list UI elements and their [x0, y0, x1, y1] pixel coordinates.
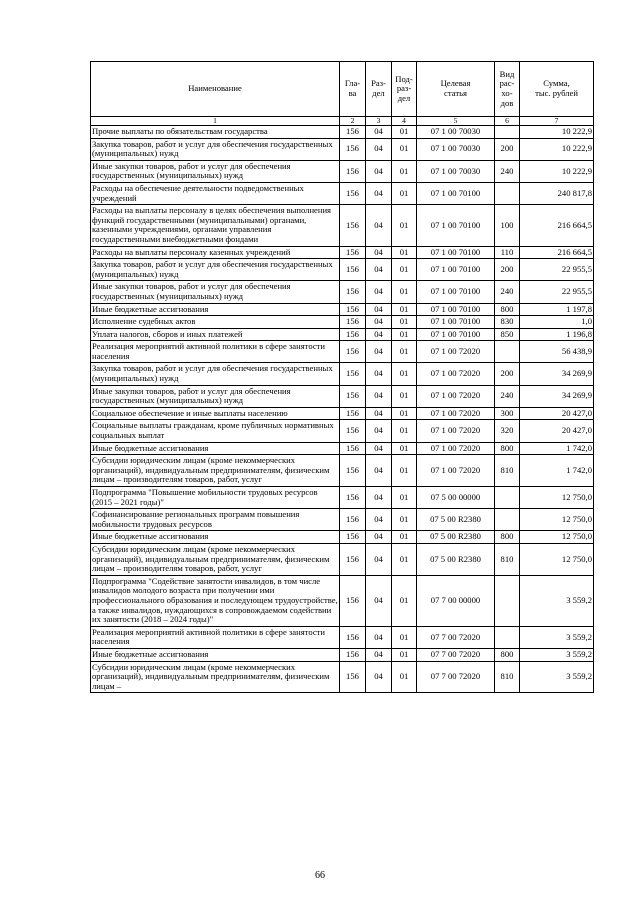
row-target: 07 1 00 72020: [417, 407, 495, 420]
row-amount: 34 269,9: [520, 385, 594, 407]
row-amount: 10 222,9: [520, 138, 594, 160]
row-chapter: 156: [340, 182, 366, 204]
row-section: 04: [366, 531, 392, 544]
table-row: [91, 160, 594, 182]
row-target: 07 1 00 70030: [417, 160, 495, 182]
table-row: [91, 531, 594, 544]
row-target: 07 1 00 70030: [417, 126, 495, 139]
row-section: 04: [366, 420, 392, 442]
row-expense-type: [495, 182, 520, 204]
row-expense-type: 200: [495, 259, 520, 281]
row-expense-type: 800: [495, 648, 520, 661]
row-subsection: 01: [392, 626, 417, 648]
row-subsection: 01: [392, 259, 417, 281]
row-subsection: 01: [392, 442, 417, 455]
row-name: Субсидии юридическим лицам (кроме некоммерческих организаций), индивидуальным предпринимателям, физическим лицам – производителям товаров, работ, услуг: [91, 455, 340, 487]
row-section: 04: [366, 205, 392, 246]
row-chapter: 156: [340, 531, 366, 544]
row-expense-type: 110: [495, 246, 520, 259]
row-chapter: 156: [340, 385, 366, 407]
row-target: 07 7 00 72020: [417, 661, 495, 693]
row-section: 04: [366, 661, 392, 693]
column-number-row: [91, 117, 594, 126]
budget-table: [90, 61, 594, 693]
row-amount: 20 427,0: [520, 420, 594, 442]
row-expense-type: 800: [495, 531, 520, 544]
row-amount: 3 559,2: [520, 626, 594, 648]
row-amount: 240 817,8: [520, 182, 594, 204]
row-amount: 3 559,2: [520, 648, 594, 661]
table-row: [91, 420, 594, 442]
row-chapter: 156: [340, 281, 366, 303]
row-target: 07 5 00 00000: [417, 487, 495, 509]
row-chapter: 156: [340, 205, 366, 246]
column-number: 6: [495, 117, 520, 126]
row-chapter: 156: [340, 661, 366, 693]
row-target: 07 1 00 70100: [417, 328, 495, 341]
row-expense-type: 850: [495, 328, 520, 341]
row-section: 04: [366, 246, 392, 259]
row-chapter: 156: [340, 407, 366, 420]
table-row: [91, 259, 594, 281]
table-row: [91, 205, 594, 246]
row-name: Субсидии юридическим лицам (кроме некоммерческих организаций), индивидуальным предпринимателям, физическим лицам – производителям товаров, работ, услуг: [91, 543, 340, 575]
row-section: 04: [366, 626, 392, 648]
table-row: [91, 487, 594, 509]
row-subsection: 01: [392, 363, 417, 385]
row-target: 07 1 00 70100: [417, 281, 495, 303]
table-row: [91, 385, 594, 407]
row-expense-type: 240: [495, 281, 520, 303]
row-name: Прочие выплаты по обязательствам государства: [91, 126, 340, 139]
table-row: [91, 543, 594, 575]
row-expense-type: 800: [495, 303, 520, 316]
row-target: 07 1 00 72020: [417, 442, 495, 455]
row-expense-type: [495, 509, 520, 531]
row-subsection: 01: [392, 420, 417, 442]
row-chapter: 156: [340, 303, 366, 316]
table-row: [91, 281, 594, 303]
row-target: 07 1 00 72020: [417, 420, 495, 442]
row-amount: 10 222,9: [520, 160, 594, 182]
row-expense-type: 320: [495, 420, 520, 442]
row-expense-type: [495, 126, 520, 139]
row-subsection: 01: [392, 160, 417, 182]
row-name: Уплата налогов, сборов и иных платежей: [91, 328, 340, 341]
row-chapter: 156: [340, 487, 366, 509]
row-target: 07 1 00 72020: [417, 363, 495, 385]
row-section: 04: [366, 316, 392, 329]
table-row: [91, 328, 594, 341]
row-chapter: 156: [340, 341, 366, 363]
row-chapter: 156: [340, 543, 366, 575]
row-section: 04: [366, 509, 392, 531]
table-row: [91, 661, 594, 693]
row-name: Социальные выплаты гражданам, кроме публичных нормативных социальных выплат: [91, 420, 340, 442]
row-target: 07 7 00 72020: [417, 626, 495, 648]
header-subsection: Под- раз- дел: [392, 62, 417, 117]
row-amount: 3 559,2: [520, 661, 594, 693]
row-amount: 216 664,5: [520, 246, 594, 259]
table-row: [91, 455, 594, 487]
row-amount: 22 955,5: [520, 281, 594, 303]
row-expense-type: [495, 626, 520, 648]
row-section: 04: [366, 487, 392, 509]
row-name: Реализация мероприятий активной политики в сфере занятости населения: [91, 341, 340, 363]
row-chapter: 156: [340, 316, 366, 329]
row-subsection: 01: [392, 341, 417, 363]
row-name: Расходы на выплаты персоналу в целях обеспечения выполнения функций государственными (муниципальными) органами, казенными учреждениями, органами управления государственными внебюджетными фондами: [91, 205, 340, 246]
row-amount: 20 427,0: [520, 407, 594, 420]
row-expense-type: 810: [495, 455, 520, 487]
row-subsection: 01: [392, 509, 417, 531]
row-target: 07 1 00 70100: [417, 182, 495, 204]
table-row: [91, 246, 594, 259]
table-row: [91, 626, 594, 648]
column-number: 7: [520, 117, 594, 126]
table-row: [91, 363, 594, 385]
table-row: [91, 182, 594, 204]
row-target: 07 1 00 70100: [417, 259, 495, 281]
row-section: 04: [366, 407, 392, 420]
row-expense-type: 830: [495, 316, 520, 329]
row-subsection: 01: [392, 531, 417, 544]
row-chapter: 156: [340, 648, 366, 661]
table-row: [91, 509, 594, 531]
header-target: Целевая статья: [417, 62, 495, 117]
column-number: 1: [91, 117, 340, 126]
row-subsection: 01: [392, 648, 417, 661]
row-expense-type: 800: [495, 442, 520, 455]
row-name: Закупка товаров, работ и услуг для обеспечения государственных (муниципальных) нужд: [91, 138, 340, 160]
row-expense-type: 240: [495, 160, 520, 182]
row-chapter: 156: [340, 575, 366, 626]
row-chapter: 156: [340, 420, 366, 442]
row-subsection: 01: [392, 575, 417, 626]
row-section: 04: [366, 575, 392, 626]
row-target: 07 1 00 72020: [417, 341, 495, 363]
row-target: 07 7 00 00000: [417, 575, 495, 626]
column-number: 3: [366, 117, 392, 126]
row-amount: 22 955,5: [520, 259, 594, 281]
row-subsection: 01: [392, 246, 417, 259]
row-name: Расходы на выплаты персоналу казенных учреждений: [91, 246, 340, 259]
row-target: 07 1 00 70100: [417, 205, 495, 246]
row-expense-type: 100: [495, 205, 520, 246]
row-chapter: 156: [340, 509, 366, 531]
row-name: Иные закупки товаров, работ и услуг для обеспечения государственных (муниципальных) нужд: [91, 160, 340, 182]
row-chapter: 156: [340, 259, 366, 281]
row-name: Иные бюджетные ассигнования: [91, 303, 340, 316]
row-name: Социальное обеспечение и иные выплаты населению: [91, 407, 340, 420]
row-expense-type: [495, 575, 520, 626]
row-section: 04: [366, 543, 392, 575]
row-name: Иные бюджетные ассигнования: [91, 648, 340, 661]
row-name: Иные закупки товаров, работ и услуг для обеспечения государственных (муниципальных) нужд: [91, 385, 340, 407]
table-row: [91, 442, 594, 455]
row-target: 07 1 00 72020: [417, 455, 495, 487]
row-target: 07 7 00 72020: [417, 648, 495, 661]
row-subsection: 01: [392, 126, 417, 139]
row-target: 07 5 00 R2380: [417, 531, 495, 544]
header-chapter: Гла- ва: [340, 62, 366, 117]
row-amount: 12 750,0: [520, 487, 594, 509]
row-section: 04: [366, 303, 392, 316]
row-subsection: 01: [392, 138, 417, 160]
row-name: Субсидии юридическим лицам (кроме некоммерческих организаций), индивидуальным предпринимателям, физическим лицам –: [91, 661, 340, 693]
row-amount: 1,0: [520, 316, 594, 329]
row-section: 04: [366, 126, 392, 139]
row-subsection: 01: [392, 303, 417, 316]
row-target: 07 1 00 72020: [417, 385, 495, 407]
row-section: 04: [366, 648, 392, 661]
row-name: Иные закупки товаров, работ и услуг для обеспечения государственных (муниципальных) нужд: [91, 281, 340, 303]
table-row: [91, 138, 594, 160]
row-expense-type: 200: [495, 138, 520, 160]
row-name: Подпрограмма "Содействие занятости инвалидов, в том числе инвалидов молодого возраста при получении ими профессионального образования и последующем трудоустройстве, а также инвалидов, нуждающихся в сопровождаемом содействии их занятости (2018 – 2024 годы)": [91, 575, 340, 626]
row-amount: 3 559,2: [520, 575, 594, 626]
row-subsection: 01: [392, 182, 417, 204]
row-chapter: 156: [340, 246, 366, 259]
row-name: Иные бюджетные ассигнования: [91, 531, 340, 544]
row-subsection: 01: [392, 328, 417, 341]
row-name: Иные бюджетные ассигнования: [91, 442, 340, 455]
row-amount: 12 750,0: [520, 531, 594, 544]
row-expense-type: [495, 341, 520, 363]
row-expense-type: 810: [495, 543, 520, 575]
row-target: 07 5 00 R2380: [417, 543, 495, 575]
header-row: [91, 62, 594, 117]
row-target: 07 5 00 R2380: [417, 509, 495, 531]
row-section: 04: [366, 259, 392, 281]
table-row: [91, 648, 594, 661]
row-name: Расходы на обеспечение деятельности подведомственных учреждений: [91, 182, 340, 204]
row-name: Исполнение судебных актов: [91, 316, 340, 329]
row-chapter: 156: [340, 442, 366, 455]
row-name: Реализация мероприятий активной политики в сфере занятости населения: [91, 626, 340, 648]
row-subsection: 01: [392, 281, 417, 303]
column-number: 5: [417, 117, 495, 126]
row-section: 04: [366, 182, 392, 204]
row-subsection: 01: [392, 487, 417, 509]
row-subsection: 01: [392, 385, 417, 407]
row-subsection: 01: [392, 661, 417, 693]
row-chapter: 156: [340, 160, 366, 182]
row-amount: 1 742,0: [520, 455, 594, 487]
row-subsection: 01: [392, 205, 417, 246]
row-expense-type: 810: [495, 661, 520, 693]
row-target: 07 1 00 70100: [417, 246, 495, 259]
row-target: 07 1 00 70100: [417, 316, 495, 329]
table-row: [91, 316, 594, 329]
row-expense-type: 300: [495, 407, 520, 420]
row-chapter: 156: [340, 126, 366, 139]
row-expense-type: [495, 487, 520, 509]
row-amount: 1 197,8: [520, 303, 594, 316]
row-section: 04: [366, 363, 392, 385]
row-section: 04: [366, 341, 392, 363]
row-name: Закупка товаров, работ и услуг для обеспечения государственных (муниципальных) нужд: [91, 363, 340, 385]
row-subsection: 01: [392, 316, 417, 329]
row-expense-type: 240: [495, 385, 520, 407]
row-target: 07 1 00 70100: [417, 303, 495, 316]
row-section: 04: [366, 455, 392, 487]
row-amount: 216 664,5: [520, 205, 594, 246]
row-amount: 1 742,0: [520, 442, 594, 455]
row-name: Софинансирование региональных программ повышения мобильности трудовых ресурсов: [91, 509, 340, 531]
row-section: 04: [366, 281, 392, 303]
row-section: 04: [366, 328, 392, 341]
row-name: Подпрограмма "Повышение мобильности трудовых ресурсов (2015 – 2021 годы)": [91, 487, 340, 509]
row-chapter: 156: [340, 328, 366, 341]
table-row: [91, 341, 594, 363]
row-subsection: 01: [392, 543, 417, 575]
row-amount: 12 750,0: [520, 543, 594, 575]
row-target: 07 1 00 70030: [417, 138, 495, 160]
header-amount: Сумма, тыс. рублей: [520, 62, 594, 117]
row-chapter: 156: [340, 363, 366, 385]
column-number: 2: [340, 117, 366, 126]
row-name: Закупка товаров, работ и услуг для обеспечения государственных (муниципальных) нужд: [91, 259, 340, 281]
table-row: [91, 575, 594, 626]
row-section: 04: [366, 138, 392, 160]
row-amount: 12 750,0: [520, 509, 594, 531]
table-row: [91, 407, 594, 420]
row-subsection: 01: [392, 407, 417, 420]
row-expense-type: 200: [495, 363, 520, 385]
row-amount: 1 196,8: [520, 328, 594, 341]
table-row: [91, 126, 594, 139]
row-section: 04: [366, 160, 392, 182]
row-section: 04: [366, 385, 392, 407]
header-name: Наименование: [91, 62, 340, 117]
row-amount: 56 438,9: [520, 341, 594, 363]
row-amount: 10 222,9: [520, 126, 594, 139]
row-section: 04: [366, 442, 392, 455]
row-chapter: 156: [340, 455, 366, 487]
column-number: 4: [392, 117, 417, 126]
row-chapter: 156: [340, 138, 366, 160]
table-row: [91, 303, 594, 316]
row-subsection: 01: [392, 455, 417, 487]
header-section: Раз- дел: [366, 62, 392, 117]
header-expense-type: Вид рас- хо- дов: [495, 62, 520, 117]
page-number: 66: [315, 870, 325, 881]
row-amount: 34 269,9: [520, 363, 594, 385]
row-chapter: 156: [340, 626, 366, 648]
